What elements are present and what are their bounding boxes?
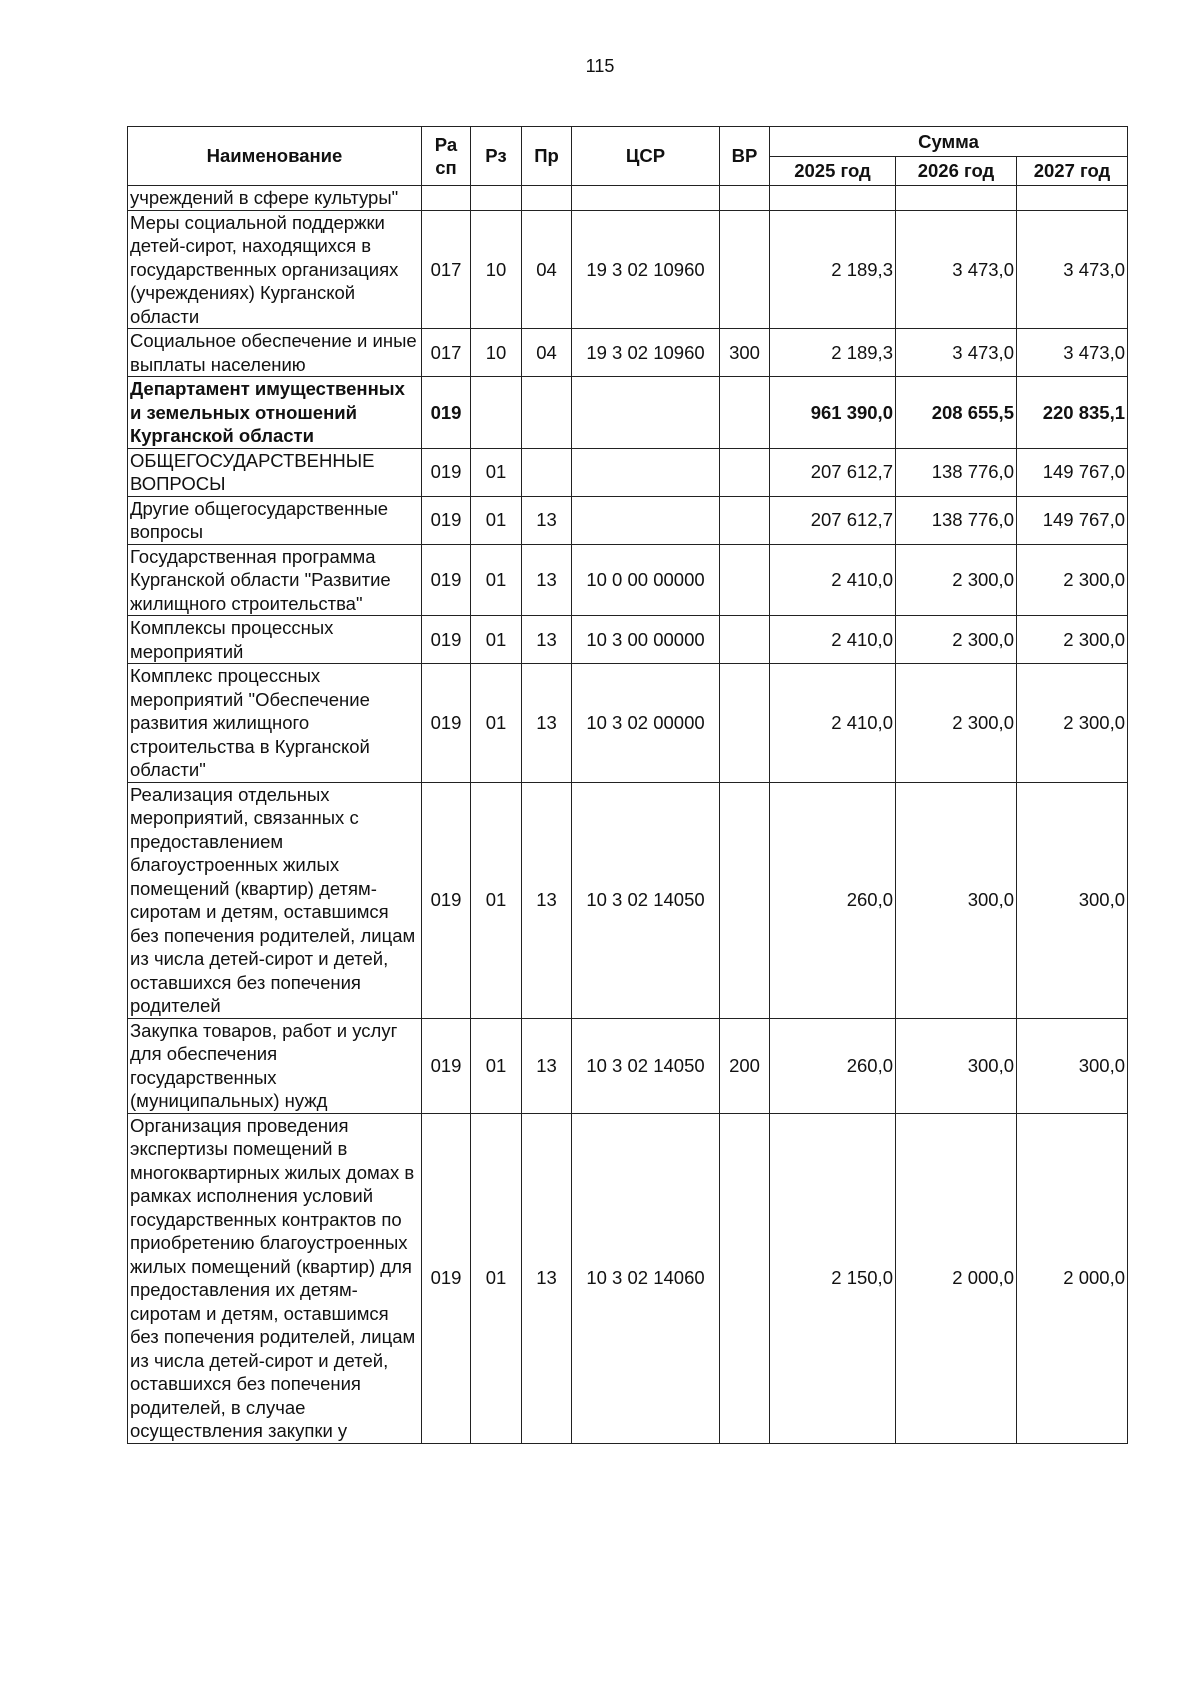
cell-rz: 01	[471, 616, 522, 664]
cell-2026: 2 300,0	[896, 544, 1017, 616]
cell-2025	[770, 186, 896, 211]
cell-vr	[720, 186, 770, 211]
cell-csr: 10 0 00 00000	[572, 544, 720, 616]
cell-pr	[522, 448, 572, 496]
cell-name: Социальное обеспечение и иные выплаты населению	[128, 329, 422, 377]
cell-pr: 04	[522, 329, 572, 377]
cell-csr: 10 3 02 00000	[572, 664, 720, 783]
cell-2027	[1017, 186, 1128, 211]
cell-csr: 10 3 00 00000	[572, 616, 720, 664]
cell-2025: 2 410,0	[770, 664, 896, 783]
cell-2025: 2 189,3	[770, 210, 896, 329]
cell-2026: 2 300,0	[896, 664, 1017, 783]
cell-vr	[720, 1113, 770, 1443]
header-pr: Пр	[522, 127, 572, 186]
cell-2026: 208 655,5	[896, 377, 1017, 449]
cell-2027: 2 300,0	[1017, 616, 1128, 664]
cell-vr	[720, 782, 770, 1018]
cell-2025: 961 390,0	[770, 377, 896, 449]
cell-2027: 3 473,0	[1017, 210, 1128, 329]
header-rasp: Ра сп	[422, 127, 471, 186]
cell-csr	[572, 186, 720, 211]
cell-rz: 10	[471, 210, 522, 329]
cell-pr: 13	[522, 782, 572, 1018]
header-2026: 2026 год	[896, 157, 1017, 186]
header-2027: 2027 год	[1017, 157, 1128, 186]
cell-vr	[720, 544, 770, 616]
cell-rasp: 019	[422, 544, 471, 616]
cell-pr	[522, 377, 572, 449]
cell-vr	[720, 664, 770, 783]
cell-2027: 2 300,0	[1017, 544, 1128, 616]
cell-rasp: 019	[422, 448, 471, 496]
cell-2026: 2 000,0	[896, 1113, 1017, 1443]
cell-name: Комплексы процессных мероприятий	[128, 616, 422, 664]
cell-pr: 13	[522, 664, 572, 783]
table-header	[128, 127, 1128, 186]
cell-csr: 19 3 02 10960	[572, 329, 720, 377]
cell-csr	[572, 377, 720, 449]
cell-rasp: 019	[422, 1018, 471, 1113]
page-number: 115	[585, 56, 615, 76]
cell-name: Меры социальной поддержки детей-сирот, находящихся в государственных организациях (учреждениях) Курганской области	[128, 210, 422, 329]
cell-rz	[471, 377, 522, 449]
cell-rz	[471, 186, 522, 211]
cell-name: Организация проведения экспертизы помещений в многоквартирных жилых домах в рамках исполнения условий государственных контрактов по приобретению благоустроенных жилых помещений (квартир) для предоставления их детям-сиротам и детям, оставшимся без попечения родителей, лицам из числа детей-сирот и детей, оставшихся без попечения родителей, в случае осуществления закупки у	[128, 1113, 422, 1443]
cell-2025: 260,0	[770, 782, 896, 1018]
header-name: Наименование	[128, 127, 422, 186]
cell-name: Реализация отдельных мероприятий, связанных с предоставлением благоустроенных жилых помещений (квартир) детям-сиротам и детям, оставшимся без попечения родителей, лицам из числа детей-сирот и детей, оставшихся без попечения родителей	[128, 782, 422, 1018]
cell-2025: 207 612,7	[770, 448, 896, 496]
cell-2025: 207 612,7	[770, 496, 896, 544]
header-csr: ЦСР	[572, 127, 720, 186]
cell-2025: 2 410,0	[770, 544, 896, 616]
table-row	[128, 186, 1128, 211]
cell-rasp: 017	[422, 210, 471, 329]
cell-pr	[522, 186, 572, 211]
cell-vr: 300	[720, 329, 770, 377]
cell-rz: 01	[471, 1113, 522, 1443]
cell-pr: 13	[522, 496, 572, 544]
header-vr: ВР	[720, 127, 770, 186]
cell-pr: 13	[522, 1113, 572, 1443]
cell-vr	[720, 210, 770, 329]
cell-rasp: 019	[422, 664, 471, 783]
cell-2026: 2 300,0	[896, 616, 1017, 664]
table-row	[128, 616, 1128, 664]
cell-2025: 2 189,3	[770, 329, 896, 377]
header-2025: 2025 год	[770, 157, 896, 186]
cell-rasp: 019	[422, 616, 471, 664]
cell-2026: 3 473,0	[896, 329, 1017, 377]
cell-rasp: 017	[422, 329, 471, 377]
cell-rz: 01	[471, 496, 522, 544]
cell-2026: 138 776,0	[896, 448, 1017, 496]
cell-2027: 220 835,1	[1017, 377, 1128, 449]
cell-rasp: 019	[422, 377, 471, 449]
table-row	[128, 210, 1128, 329]
cell-2026	[896, 186, 1017, 211]
cell-vr	[720, 377, 770, 449]
cell-csr: 10 3 02 14060	[572, 1113, 720, 1443]
cell-vr	[720, 616, 770, 664]
cell-name: Комплекс процессных мероприятий "Обеспечение развития жилищного строительства в Курганской области"	[128, 664, 422, 783]
cell-name: ОБЩЕГОСУДАРСТВЕННЫЕ ВОПРОСЫ	[128, 448, 422, 496]
table-row	[128, 377, 1128, 449]
header-rz: Рз	[471, 127, 522, 186]
cell-rz: 10	[471, 329, 522, 377]
cell-csr: 10 3 02 14050	[572, 782, 720, 1018]
cell-2026: 3 473,0	[896, 210, 1017, 329]
cell-2026: 300,0	[896, 782, 1017, 1018]
cell-rz: 01	[471, 544, 522, 616]
cell-name: Другие общегосударственные вопросы	[128, 496, 422, 544]
cell-2027: 149 767,0	[1017, 496, 1128, 544]
cell-2027: 2 000,0	[1017, 1113, 1128, 1443]
table-row	[128, 496, 1128, 544]
cell-name: Департамент имущественных и земельных отношений Курганской области	[128, 377, 422, 449]
cell-2027: 2 300,0	[1017, 664, 1128, 783]
cell-csr: 10 3 02 14050	[572, 1018, 720, 1113]
cell-rasp: 019	[422, 496, 471, 544]
cell-pr: 13	[522, 1018, 572, 1113]
cell-2027: 149 767,0	[1017, 448, 1128, 496]
cell-2026: 300,0	[896, 1018, 1017, 1113]
cell-rasp	[422, 186, 471, 211]
cell-2027: 300,0	[1017, 1018, 1128, 1113]
cell-2025: 2 150,0	[770, 1113, 896, 1443]
cell-2025: 2 410,0	[770, 616, 896, 664]
cell-2027: 3 473,0	[1017, 329, 1128, 377]
cell-pr: 13	[522, 544, 572, 616]
table-row	[128, 1018, 1128, 1113]
cell-pr: 13	[522, 616, 572, 664]
budget-table	[127, 126, 1128, 1444]
cell-2027: 300,0	[1017, 782, 1128, 1018]
cell-csr: 19 3 02 10960	[572, 210, 720, 329]
table-row	[128, 664, 1128, 783]
table-row	[128, 1113, 1128, 1443]
cell-rz: 01	[471, 1018, 522, 1113]
cell-rasp: 019	[422, 782, 471, 1018]
table-row	[128, 782, 1128, 1018]
cell-name: учреждений в сфере культуры"	[128, 186, 422, 211]
table-row	[128, 544, 1128, 616]
table-row	[128, 329, 1128, 377]
cell-csr	[572, 496, 720, 544]
cell-name: Государственная программа Курганской области "Развитие жилищного строительства"	[128, 544, 422, 616]
cell-2026: 138 776,0	[896, 496, 1017, 544]
cell-csr	[572, 448, 720, 496]
cell-rz: 01	[471, 448, 522, 496]
cell-vr	[720, 448, 770, 496]
header-sum: Сумма	[770, 127, 1128, 157]
cell-vr	[720, 496, 770, 544]
cell-name: Закупка товаров, работ и услуг для обеспечения государственных (муниципальных) нужд	[128, 1018, 422, 1113]
table-row	[128, 448, 1128, 496]
cell-rasp: 019	[422, 1113, 471, 1443]
cell-rz: 01	[471, 664, 522, 783]
cell-2025: 260,0	[770, 1018, 896, 1113]
table-body	[128, 186, 1128, 1444]
cell-pr: 04	[522, 210, 572, 329]
cell-rz: 01	[471, 782, 522, 1018]
cell-vr: 200	[720, 1018, 770, 1113]
